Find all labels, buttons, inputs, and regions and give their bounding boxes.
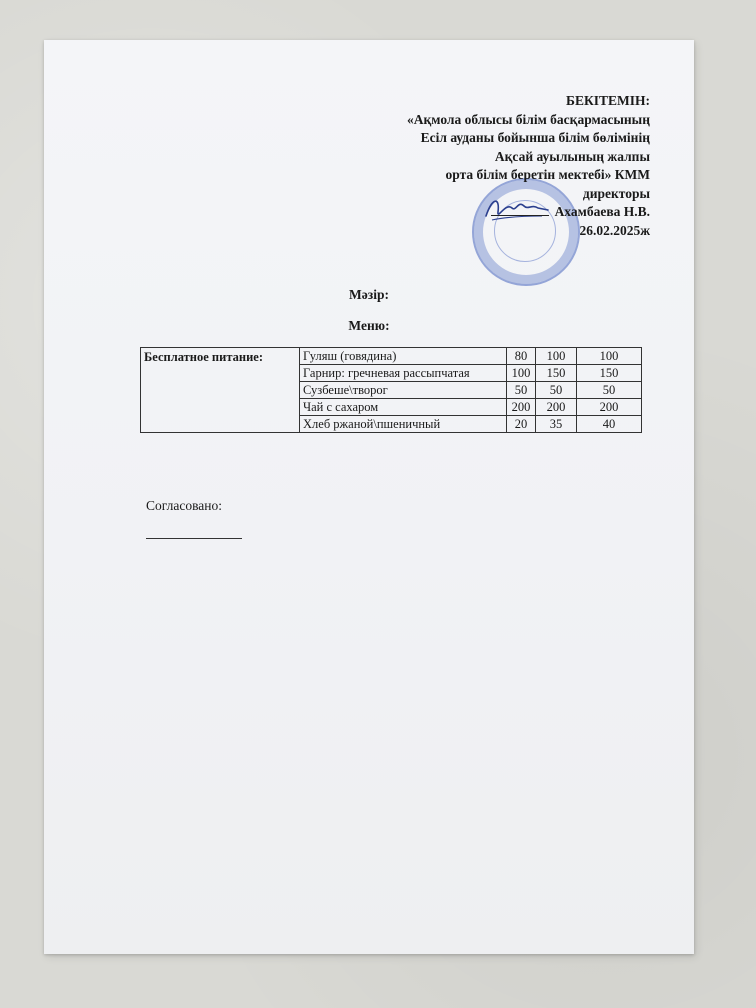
menu-title-kazakh: Мәзір: xyxy=(349,287,389,302)
category-label: Бесплатное питание: xyxy=(141,348,300,433)
quantity-cell: 80 xyxy=(507,348,536,365)
approval-line-4: орта білім беретін мектебі» КММ xyxy=(445,167,650,182)
approval-block xyxy=(407,92,650,240)
quantity-cell: 200 xyxy=(507,399,536,416)
quantity-cell: 150 xyxy=(536,365,577,382)
agreement-signature-line xyxy=(146,538,242,539)
quantity-cell: 50 xyxy=(507,382,536,399)
quantity-cell: 40 xyxy=(577,416,642,433)
quantity-cell: 200 xyxy=(536,399,577,416)
approval-line-3: Ақсай ауылының жалпы xyxy=(494,148,650,164)
menu-title-russian: Меню: xyxy=(348,318,390,333)
quantity-cell: 50 xyxy=(577,382,642,399)
signature-underline xyxy=(491,203,549,216)
approval-line-1: «Ақмола облысы білім басқармасының xyxy=(407,111,650,127)
dish-name: Сузбеше\творог xyxy=(300,382,507,399)
quantity-cell: 200 xyxy=(577,399,642,416)
dish-name: Гарнир: гречневая рассыпчатая xyxy=(300,365,507,382)
agreement-label: Согласовано: xyxy=(146,498,222,513)
document-page xyxy=(44,40,694,954)
quantity-cell: 150 xyxy=(577,365,642,382)
quantity-cell: 100 xyxy=(577,348,642,365)
dish-name: Хлеб ржаной\пшеничный xyxy=(300,416,507,433)
approval-line-5: директоры xyxy=(582,185,650,201)
director-name: Ахамбаева Н.В. xyxy=(554,204,650,219)
quantity-cell: 50 xyxy=(536,382,577,399)
quantity-cell: 35 xyxy=(536,416,577,433)
approval-heading: БЕКІТЕМІН: xyxy=(566,93,650,108)
table-row xyxy=(141,348,642,365)
dish-name: Гуляш (говядина) xyxy=(300,348,507,365)
approval-date: 26.02.2025ж xyxy=(579,222,650,238)
approval-line-2: Есіл ауданы бойынша білім бөлімінің xyxy=(420,130,650,145)
quantity-cell: 20 xyxy=(507,416,536,433)
menu-table xyxy=(140,347,642,433)
quantity-cell: 100 xyxy=(536,348,577,365)
quantity-cell: 100 xyxy=(507,365,536,382)
dish-name: Чай с сахаром xyxy=(300,399,507,416)
director-signature-line xyxy=(407,203,650,222)
